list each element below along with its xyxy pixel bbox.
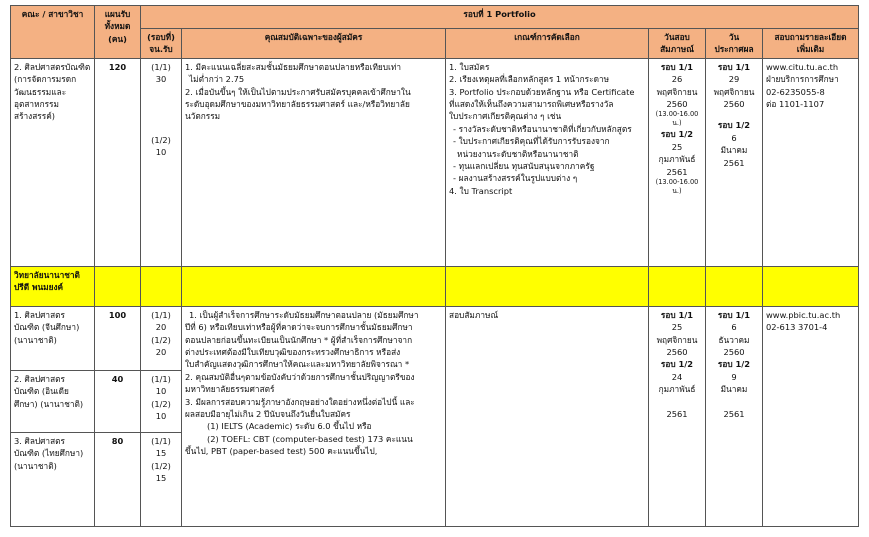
program-line: 2. ศิลปศาสตรบัณฑิต bbox=[14, 61, 91, 72]
college-row bbox=[11, 266, 859, 306]
qualification-line: 1. เป็นผู้สำเร็จการศึกษาระดับมัธยมศึกษาตอนปลาย (มัธยมศึกษา bbox=[189, 309, 419, 320]
round-label: (1/1) bbox=[151, 61, 171, 72]
plan-total-cell bbox=[95, 306, 141, 370]
program-line: บัณฑิต (ไทยศึกษา) bbox=[14, 448, 84, 459]
round-label: (1/2) bbox=[151, 398, 171, 409]
header-announce-line: วัน bbox=[728, 32, 740, 42]
qualifications-cell bbox=[182, 306, 446, 526]
program-line: (การจัดการมรดก bbox=[14, 74, 77, 85]
interview-month: กุมภาพันธ์ bbox=[658, 384, 696, 395]
table-row bbox=[11, 58, 859, 266]
interview-round-label: รอบ 1/2 bbox=[660, 129, 694, 140]
admission-table-page bbox=[10, 5, 858, 528]
round-label: (1/2) bbox=[151, 460, 171, 471]
contact-website-link[interactable]: www.citu.tu.ac.th bbox=[766, 61, 839, 72]
criteria-line: ที่แสดงให้เห็นถึงความสามารถพิเศษหรือรางวัล bbox=[449, 99, 614, 110]
announce-month: มีนาคม bbox=[720, 145, 748, 156]
header-contact bbox=[763, 29, 859, 59]
qualifications-cell bbox=[182, 58, 446, 266]
announce-month: พฤศจิกายน bbox=[713, 86, 755, 97]
qualification-line: 2. เมื่อบันขึ้นๆ ให้เป็นไปตามประกาศรับสมัครบุคคลเข้าศึกษาใน bbox=[185, 86, 411, 97]
header-interview-date bbox=[649, 29, 706, 59]
plan-total-value: 40 bbox=[111, 373, 124, 384]
contact-cell bbox=[763, 58, 859, 266]
interview-date-cell bbox=[649, 58, 706, 266]
round-count-value: 10 bbox=[155, 147, 167, 158]
plan-total-value: 80 bbox=[111, 435, 124, 446]
header-contact-line: สอบถามรายละเอียด bbox=[774, 32, 847, 42]
criteria-line: - รางวัลระดับชาติหรือนานาชาติที่เกี่ยวกับหลักสูตร bbox=[453, 123, 632, 134]
program-line: สร้างสรรค์) bbox=[14, 111, 55, 122]
plan-total-cell bbox=[95, 58, 141, 266]
round-count-value: 30 bbox=[155, 74, 167, 85]
interview-day: 24 bbox=[671, 371, 683, 382]
round-count-value: 15 bbox=[155, 473, 167, 484]
announce-round-label: รอบ 1/2 bbox=[717, 120, 751, 131]
program-line: (นานาชาติ) bbox=[14, 460, 57, 471]
college-name-line: ปรีดี พนมยงค์ bbox=[14, 282, 64, 293]
announce-day: 6 bbox=[731, 322, 737, 333]
program-line: อุตสาหกรรม bbox=[14, 99, 59, 110]
program-line: วัฒนธรรมและ bbox=[14, 86, 67, 97]
contact-phone: 02-6235055-8 bbox=[766, 86, 825, 97]
interview-month: กุมภาพันธ์ bbox=[658, 154, 696, 165]
contact-website-link[interactable]: www.pbic.tu.ac.th bbox=[766, 309, 841, 320]
plan-total-cell bbox=[95, 370, 141, 432]
header-criteria bbox=[446, 29, 649, 59]
program-line: ศึกษา) (นานาชาติ) bbox=[14, 398, 84, 409]
header-round-title bbox=[141, 6, 859, 29]
qualification-line: ใบสำคัญแสดงวุฒิการศึกษาให้คณะและมหาวิทยาลัยพิจารณา * bbox=[185, 359, 410, 370]
criteria-line: - ใบประกาศเกียรติคุณที่ได้รับการรับรองจาก bbox=[453, 136, 610, 147]
plan-total-cell bbox=[95, 432, 141, 526]
header-announce-line: ประกาศผล bbox=[714, 44, 754, 55]
qualification-line: 1. มีคะแนนเฉลี่ยสะสมชั้นมัธยมศึกษาตอนปลายหรือเทียบเท่า bbox=[185, 61, 402, 72]
round-count-value: 20 bbox=[155, 347, 167, 358]
round-count-cell bbox=[141, 306, 182, 370]
admission-table bbox=[10, 5, 859, 527]
announce-day: 29 bbox=[728, 74, 740, 85]
criteria-cell bbox=[446, 306, 649, 526]
criteria-line: - ทุนแลกเปลี่ยน ทุนสนับสนุนจากภาครัฐ bbox=[453, 161, 595, 172]
qualification-line: ขึ้นไป, PBT (paper-based test) 500 คะแนนขึ้นไป, bbox=[185, 446, 378, 457]
announce-year: 2561 bbox=[723, 408, 745, 419]
program-line: (นานาชาติ) bbox=[14, 334, 57, 345]
announce-year: 2560 bbox=[723, 99, 745, 110]
header-qualifications bbox=[182, 29, 446, 59]
interview-day: 25 bbox=[671, 141, 683, 152]
round-count-value: 10 bbox=[155, 386, 167, 397]
interview-year: 2560 bbox=[666, 99, 688, 110]
plan-total-value: 100 bbox=[108, 309, 127, 320]
round-count-value: 15 bbox=[155, 448, 167, 459]
program-line: 2. ศิลปศาสตร bbox=[14, 373, 66, 384]
criteria-line: - ผลงานสร้างสรรค์ในรูปแบบต่าง ๆ bbox=[453, 173, 578, 184]
qualification-line: ต่างประเทศต้องมีใบเทียบวุฒิของกระทรวงศึกษาธิการ หรือส่ง bbox=[185, 347, 401, 358]
program-line: 1. ศิลปศาสตร bbox=[14, 309, 66, 320]
round-title-label: รอบที่ 1 Portfolio bbox=[463, 9, 536, 19]
header-round-count-line: (รอบที่) bbox=[147, 32, 175, 42]
qualification-line: ระดับอุดมศึกษาของมหาวิทยาลัยธรรมศาสตร์ และ/หรือวิทยาลัย bbox=[185, 99, 410, 110]
qualification-line: (2) TOEFL: CBT (computer-based test) 173 คะแนน bbox=[207, 433, 413, 444]
interview-time: (13.00-16.00 น.) bbox=[655, 178, 699, 196]
round-label: (1/1) bbox=[151, 373, 171, 384]
criteria-cell bbox=[446, 58, 649, 266]
header-plan-total-line: แผนรับ bbox=[104, 9, 131, 19]
header-plan-total-line: ทั้งหมด bbox=[104, 21, 131, 32]
interview-round-label: รอบ 1/1 bbox=[660, 309, 694, 320]
contact-office: ฝ่ายบริการการศึกษา bbox=[766, 74, 839, 85]
program-cell bbox=[11, 58, 95, 266]
interview-date-cell bbox=[649, 306, 706, 526]
qualification-line: (1) IELTS (Academic) ระดับ 6.0 ขึ้นไป หรือ bbox=[207, 421, 372, 432]
round-label: (1/2) bbox=[151, 334, 171, 345]
criteria-line: 2. เรียงเหตุผลที่เลือกหลักสูตร 1 หน้ากระดาษ bbox=[449, 74, 610, 85]
qualification-line: 3. มีผลการสอบความรู้ภาษาอังกฤษอย่างใดอย่างหนึ่งต่อไปนี้ และ bbox=[185, 396, 415, 407]
announce-month: ธันวาคม bbox=[718, 334, 750, 345]
announce-day: 6 bbox=[731, 132, 737, 143]
header-plan-total bbox=[95, 6, 141, 59]
header-qualifications-label: คุณสมบัติเฉพาะของผู้สมัคร bbox=[264, 32, 363, 42]
qualification-line: ปีที่ 6) หรือเทียบเท่าหรือผู้ที่คาดว่าจะจบการศึกษาชั้นมัธยมศึกษา bbox=[185, 322, 413, 333]
qualification-line: 2. คุณสมบัติอื่นๆตามข้อบังคับว่าด้วยการศึกษาชั้นปริญญาตรีของ bbox=[185, 371, 415, 382]
qualification-line: ผลสอบมีอายุไม่เกิน 2 ปีนับจนถึงวันยื่นใบสมัคร bbox=[185, 409, 351, 420]
criteria-line: 1. ใบสมัคร bbox=[449, 61, 490, 72]
qualification-line: ตอนปลายก่อนขึ้นทะเบียนเป็นนักศึกษา * ผู้ที่สำเร็จการศึกษาจาก bbox=[185, 334, 413, 345]
round-count-cell bbox=[141, 432, 182, 526]
program-line: บัณฑิต (จีนศึกษา) bbox=[14, 322, 80, 333]
announce-year: 2560 bbox=[723, 347, 745, 358]
interview-month: พฤศจิกายน bbox=[656, 86, 698, 97]
contact-cell bbox=[763, 306, 859, 526]
header-contact-line: เพิ่มเติม bbox=[796, 44, 825, 55]
header-round-count bbox=[141, 29, 182, 59]
round-count-cell bbox=[141, 370, 182, 432]
contact-phone: 02-613 3701-4 bbox=[766, 322, 828, 333]
criteria-line: ใบประกาศเกียรติคุณต่าง ๆ เช่น bbox=[449, 111, 562, 122]
interview-year: 2561 bbox=[666, 408, 688, 419]
header-faculty-major-label: คณะ / สาขาวิชา bbox=[21, 9, 84, 19]
interview-year: 2560 bbox=[666, 347, 688, 358]
criteria-line: สอบสัมภาษณ์ bbox=[449, 309, 499, 320]
criteria-line: 4. ใบ Transcript bbox=[449, 185, 513, 196]
announce-date-cell bbox=[706, 58, 763, 266]
table-row bbox=[11, 306, 859, 370]
interview-day: 26 bbox=[671, 74, 683, 85]
qualification-line: ไม่ต่ำกว่า 2.75 bbox=[189, 74, 245, 85]
header-row bbox=[11, 6, 859, 29]
header-criteria-label: เกณฑ์การคัดเลือก bbox=[514, 32, 580, 42]
interview-day: 25 bbox=[671, 322, 683, 333]
interview-year: 2561 bbox=[666, 166, 688, 177]
header-plan-total-line: (คน) bbox=[108, 33, 127, 44]
header-round-count-line: จน.รับ bbox=[149, 44, 173, 55]
announce-round-label: รอบ 1/1 bbox=[717, 309, 751, 320]
interview-round-label: รอบ 1/1 bbox=[660, 61, 694, 72]
header-announce-date bbox=[706, 29, 763, 59]
interview-round-label: รอบ 1/2 bbox=[660, 359, 694, 370]
round-label: (1/1) bbox=[151, 309, 171, 320]
criteria-line: 3. Portfolio ประกอบด้วยหลักฐาน หรือ Certificate bbox=[449, 86, 635, 97]
program-cell bbox=[11, 432, 95, 526]
interview-month: พฤศจิกายน bbox=[656, 334, 698, 345]
college-name-line: วิทยาลัยนานาชาติ bbox=[14, 269, 80, 280]
qualification-line: มหาวิทยาลัยธรรมศาสตร์ bbox=[185, 384, 275, 395]
criteria-line: หน่วยงานระดับชาติหรือนานาชาติ bbox=[457, 148, 579, 159]
program-cell bbox=[11, 306, 95, 370]
header-faculty-major bbox=[11, 6, 95, 59]
plan-total-value: 120 bbox=[108, 61, 127, 72]
round-count-value: 10 bbox=[155, 411, 167, 422]
announce-round-label: รอบ 1/2 bbox=[717, 359, 751, 370]
announce-round-label: รอบ 1/1 bbox=[717, 61, 751, 72]
qualification-line: นวัตกรรม bbox=[185, 111, 221, 122]
round-label: (1/2) bbox=[151, 134, 171, 145]
announce-month: มีนาคม bbox=[720, 384, 748, 395]
program-line: 3. ศิลปศาสตร bbox=[14, 435, 66, 446]
contact-extension: ต่อ 1101-1107 bbox=[766, 99, 825, 110]
round-count-value: 20 bbox=[155, 322, 167, 333]
announce-day: 9 bbox=[731, 371, 737, 382]
header-interview-line: วันสอบ bbox=[664, 32, 690, 42]
round-label: (1/1) bbox=[151, 435, 171, 446]
announce-date-cell bbox=[706, 306, 763, 526]
header-interview-line: สัมภาษณ์ bbox=[660, 44, 694, 55]
round-count-cell bbox=[141, 58, 182, 266]
program-line: บัณฑิต (อินเดีย bbox=[14, 386, 69, 397]
college-name-cell bbox=[11, 266, 95, 306]
interview-time: (13.00-16.00 น.) bbox=[655, 110, 699, 128]
program-cell bbox=[11, 370, 95, 432]
announce-year: 2561 bbox=[723, 157, 745, 168]
